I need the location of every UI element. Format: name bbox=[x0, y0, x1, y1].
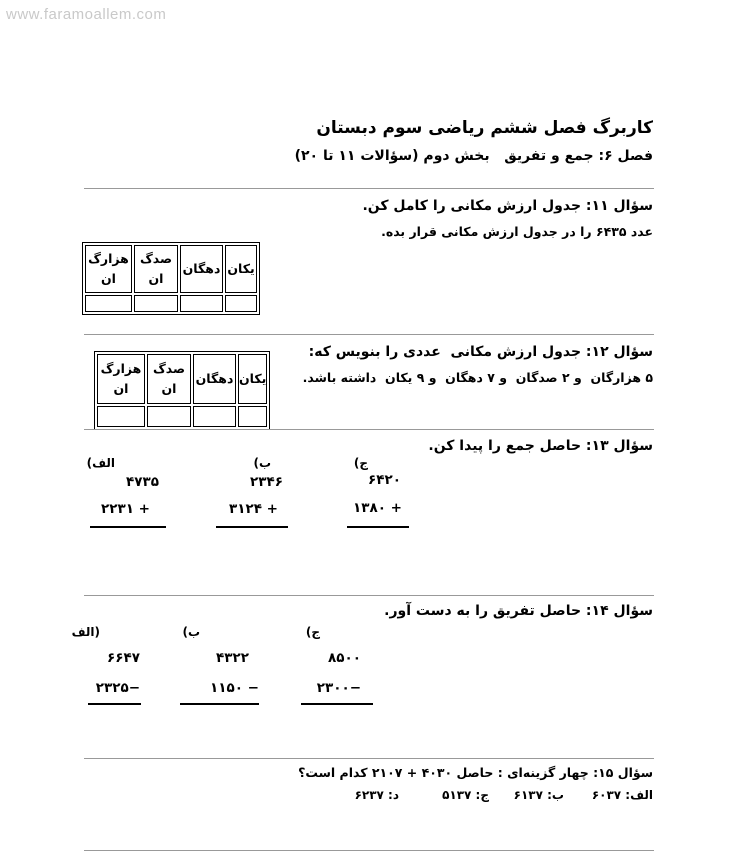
q12-answer-cell[interactable] bbox=[238, 406, 267, 427]
q12-text: ۵ هزارگان و ۲ صدگان و ۷ دهگان و ۹ یکان داشته باشد. bbox=[302, 370, 653, 385]
q13-top-b: ۲۳۴۶ bbox=[250, 474, 283, 490]
worksheet-title: کاربرگ فصل ششم ریاضی سوم دبستان bbox=[316, 118, 653, 138]
q13-title: سؤال ۱۳: حاصل جمع را پیدا کن. bbox=[428, 438, 653, 454]
q11-answer-cell[interactable] bbox=[134, 295, 178, 312]
q13-bottom-b: + ۳۱۲۴ bbox=[229, 501, 278, 517]
q14-answer-line-a bbox=[88, 703, 141, 705]
q11-header-thousands: هزارگ ان bbox=[85, 245, 132, 293]
q14-label-c: ج) bbox=[305, 625, 320, 639]
q14-top-b: ۴۳۲۲ bbox=[216, 650, 249, 666]
q14-bottom-b: − ۱۱۵۰ bbox=[210, 680, 259, 696]
q11-text: عدد ۶۴۳۵ را در جدول ارزش مکانی قرار بده. bbox=[381, 224, 653, 239]
q15-title: سؤال ۱۵: چهار گزینه‌ای : حاصل ۴۰۳۰ + ۲۱۰۷ کدام است؟ bbox=[298, 765, 653, 780]
q14-top-a: ۶۶۴۷ bbox=[107, 650, 140, 666]
q12-header-tens: دهگان bbox=[193, 354, 236, 404]
q14-bottom-a: −۲۳۲۵ bbox=[95, 680, 140, 696]
divider bbox=[84, 188, 654, 189]
q15-option-b[interactable]: ب: ۶۱۳۷ bbox=[513, 788, 564, 802]
divider bbox=[84, 758, 654, 759]
q13-answer-line-a bbox=[90, 526, 166, 528]
q14-title: سؤال ۱۴: حاصل تفریق را به دست آور. bbox=[384, 603, 653, 619]
q14-answer-line-b bbox=[180, 703, 259, 705]
q14-label-a: (الف bbox=[71, 625, 100, 639]
q11-header-hundreds: صدگ ان bbox=[134, 245, 178, 293]
q11-place-value-table bbox=[82, 242, 260, 315]
q14-label-b: ب) bbox=[182, 625, 200, 639]
q12-header-thousands: هزارگ ان bbox=[97, 354, 145, 404]
q11-answer-cell[interactable] bbox=[225, 295, 257, 312]
divider bbox=[84, 850, 654, 851]
q13-top-a: ۴۷۳۵ bbox=[126, 474, 159, 490]
q15-option-a[interactable]: الف: ۶۰۳۷ bbox=[591, 788, 653, 802]
q12-answer-cell[interactable] bbox=[193, 406, 236, 427]
watermark: www.faramoallem.com bbox=[6, 6, 167, 23]
q13-top-c: ۶۴۲۰ bbox=[368, 472, 401, 488]
q13-label-b: ب) bbox=[253, 456, 271, 470]
q12-header-ones: یکان bbox=[238, 354, 267, 404]
q12-place-value-table bbox=[94, 351, 270, 430]
q12-answer-cell[interactable] bbox=[147, 406, 191, 427]
q14-answer-line-c bbox=[301, 703, 373, 705]
worksheet-subtitle: فصل ۶: جمع و تفریق بخش دوم (سؤالات ۱۱ تا ۲۰) bbox=[294, 148, 653, 164]
divider bbox=[84, 595, 654, 596]
q13-bottom-c: + ۱۳۸۰ bbox=[353, 500, 402, 516]
divider bbox=[84, 334, 654, 335]
q11-answer-cell[interactable] bbox=[180, 295, 223, 312]
q11-header-tens: دهگان bbox=[180, 245, 223, 293]
q12-title: سؤال ۱۲: جدول ارزش مکانی عددی را بنویس که: bbox=[308, 344, 653, 360]
q11-title: سؤال ۱۱: جدول ارزش مکانی را کامل کن. bbox=[362, 198, 653, 214]
q13-answer-line-b bbox=[216, 526, 288, 528]
q13-label-a: الف) bbox=[86, 456, 115, 470]
q13-bottom-a: + ۲۲۳۱ bbox=[101, 501, 150, 517]
q12-answer-cell[interactable] bbox=[97, 406, 145, 427]
q13-label-c: ج) bbox=[353, 456, 368, 470]
q14-top-c: ۸۵۰۰ bbox=[328, 650, 361, 666]
q15-option-c[interactable]: ج: ۵۱۳۷ bbox=[442, 788, 489, 802]
q15-option-d[interactable]: د: ۶۲۳۷ bbox=[354, 788, 399, 802]
q12-header-hundreds: صدگ ان bbox=[147, 354, 191, 404]
q13-answer-line-c bbox=[347, 526, 409, 528]
q14-bottom-c: −۲۳۰۰ bbox=[316, 680, 361, 696]
q11-answer-cell[interactable] bbox=[85, 295, 132, 312]
q11-header-ones: یکان bbox=[225, 245, 257, 293]
divider bbox=[84, 429, 654, 430]
